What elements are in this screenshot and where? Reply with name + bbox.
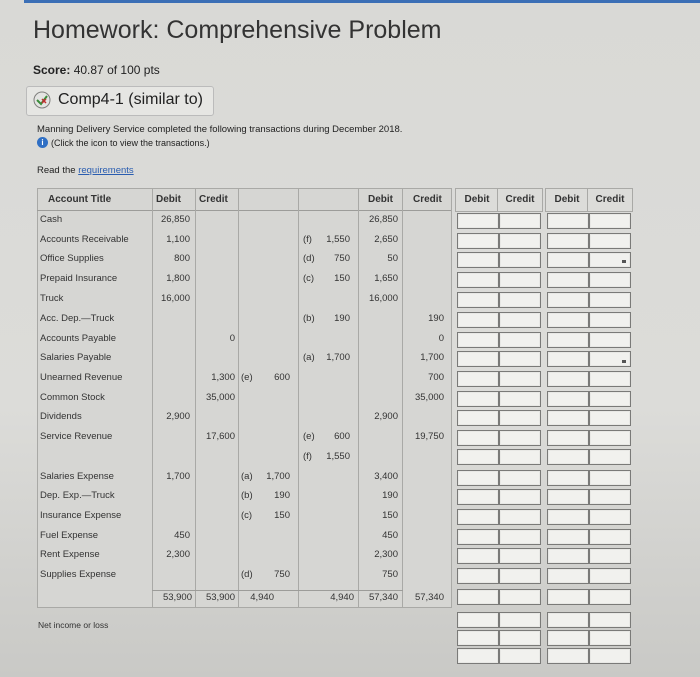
- unadj-debit: 26,850: [160, 214, 190, 225]
- adjusted-credit: 0: [438, 333, 444, 344]
- col-divider: [152, 188, 153, 607]
- net-income-input[interactable]: [457, 630, 499, 646]
- adj-debit-label: (a): [241, 471, 253, 482]
- answer-input[interactable]: [547, 391, 589, 407]
- answer-input[interactable]: [457, 529, 499, 545]
- answer-input[interactable]: [499, 548, 541, 564]
- adjusted-debit: 50: [387, 253, 398, 264]
- answer-input[interactable]: [547, 489, 589, 505]
- net-income-input[interactable]: [457, 648, 499, 664]
- adj-credit-amount: 190: [334, 313, 350, 324]
- adjusted-credit: 700: [428, 372, 444, 383]
- unadj-credit: 1,300: [211, 372, 235, 383]
- answer-input[interactable]: [547, 312, 589, 328]
- problem-statement: Manning Delivery Service completed the following transactions during December 2018.: [37, 124, 403, 135]
- answer-input[interactable]: [589, 548, 631, 564]
- total-unadj-debit: 53,900: [162, 592, 192, 603]
- adj-credit-label: (c): [303, 273, 315, 284]
- total-adj-credit: 4,940: [330, 592, 354, 603]
- unadj-debit: 2,300: [166, 549, 190, 560]
- unadj-credit: 35,000: [205, 392, 235, 403]
- account-title: Dep. Exp.—Truck: [40, 490, 115, 501]
- adjusted-debit: 3,400: [374, 471, 398, 482]
- answer-input[interactable]: [457, 449, 499, 465]
- answer-input[interactable]: [499, 332, 541, 348]
- unadj-debit: 800: [174, 253, 190, 264]
- account-title: Acc. Dep.—Truck: [40, 313, 115, 324]
- net-income-input[interactable]: [499, 648, 541, 664]
- top-accent-bar: [24, 0, 700, 3]
- adj-credit-label: (b): [303, 313, 315, 324]
- answer-input[interactable]: [499, 371, 541, 387]
- answer-input[interactable]: [457, 548, 499, 564]
- account-title: Supplies Expense: [40, 569, 117, 580]
- answer-input[interactable]: [547, 529, 589, 545]
- col-divider: [358, 188, 359, 607]
- adj-debit-amount: 190: [274, 490, 290, 501]
- adj-credit-label: (e): [303, 431, 315, 442]
- answer-input[interactable]: [499, 252, 541, 268]
- col-bs-credit: Credit: [587, 188, 633, 212]
- col-is-credit: Credit: [497, 188, 543, 212]
- answer-input[interactable]: [547, 292, 589, 308]
- net-income-label: Net income or loss: [38, 620, 109, 630]
- answer-input[interactable]: [499, 449, 541, 465]
- adj-debit-label: (d): [241, 569, 253, 580]
- account-title: Accounts Receivable: [40, 234, 129, 245]
- answer-input[interactable]: [457, 391, 499, 407]
- total-rule: [152, 590, 403, 591]
- answer-input[interactable]: [499, 391, 541, 407]
- adj-credit-label: (d): [303, 253, 315, 264]
- answer-input[interactable]: [457, 312, 499, 328]
- account-title: Salaries Expense: [40, 471, 114, 482]
- adj-credit-amount: 750: [334, 253, 350, 264]
- adjusted-credit: 19,750: [414, 431, 444, 442]
- account-title: Dividends: [40, 411, 82, 422]
- col-credit: Credit: [413, 194, 442, 205]
- answer-input[interactable]: [457, 292, 499, 308]
- answer-input[interactable]: [547, 548, 589, 564]
- transactions-hint[interactable]: (Click the icon to view the transactions.): [51, 138, 210, 148]
- net-income-input[interactable]: [499, 612, 541, 628]
- adj-credit-amount: 1,550: [326, 234, 350, 245]
- partial-credit-icon: [33, 91, 51, 109]
- answer-input[interactable]: [457, 233, 499, 249]
- answer-input[interactable]: [499, 292, 541, 308]
- answer-input[interactable]: [499, 410, 541, 426]
- adjusted-debit: 750: [382, 569, 398, 580]
- total-adjusted-credit: 57,340: [414, 592, 444, 603]
- adj-credit-label: (f): [303, 451, 312, 462]
- unadj-debit: 1,700: [166, 471, 190, 482]
- answer-input[interactable]: [589, 470, 631, 486]
- adj-debit-label: (e): [241, 372, 253, 383]
- adj-debit-label: (b): [241, 490, 253, 501]
- net-income-input[interactable]: [499, 630, 541, 646]
- adj-debit-amount: 150: [274, 510, 290, 521]
- answer-input[interactable]: [589, 371, 631, 387]
- unadj-debit: 450: [174, 530, 190, 541]
- unadj-debit: 1,100: [166, 234, 190, 245]
- unadj-debit: 16,000: [160, 293, 190, 304]
- adjusted-credit: 35,000: [414, 392, 444, 403]
- net-income-input[interactable]: [589, 648, 631, 664]
- net-income-input[interactable]: [547, 648, 589, 664]
- unadj-debit: 2,900: [166, 411, 190, 422]
- account-title: Common Stock: [40, 392, 105, 403]
- answer-input[interactable]: [457, 589, 499, 605]
- answer-input[interactable]: [499, 568, 541, 584]
- answer-input[interactable]: [589, 332, 631, 348]
- answer-input[interactable]: [457, 371, 499, 387]
- answer-input[interactable]: [547, 351, 589, 367]
- requirements-link[interactable]: requirements: [78, 165, 134, 176]
- answer-input[interactable]: [589, 589, 631, 605]
- score-label: Score:: [33, 63, 71, 77]
- account-title: Fuel Expense: [40, 530, 99, 541]
- adjusted-debit: 2,300: [374, 549, 398, 560]
- answer-input[interactable]: [547, 213, 589, 229]
- answer-input[interactable]: [589, 233, 631, 249]
- net-income-input[interactable]: [457, 612, 499, 628]
- adj-debit-amount: 1,700: [266, 471, 290, 482]
- col-debit: Debit: [156, 194, 181, 205]
- adj-debit-amount: 750: [274, 569, 290, 580]
- answer-input[interactable]: [457, 509, 499, 525]
- answer-input[interactable]: [589, 449, 631, 465]
- answer-input[interactable]: [457, 351, 499, 367]
- adjusted-credit: 190: [428, 313, 444, 324]
- net-income-input[interactable]: [547, 630, 589, 646]
- answer-input[interactable]: [589, 351, 631, 367]
- adjusted-debit: 1,650: [374, 273, 398, 284]
- score-value: 40.87 of 100 pts: [73, 63, 160, 77]
- total-adjusted-debit: 57,340: [368, 592, 398, 603]
- answer-input[interactable]: [547, 252, 589, 268]
- question-title: Comp4-1 (similar to): [58, 91, 203, 108]
- adjusted-debit: 26,850: [368, 214, 398, 225]
- account-title: Cash: [40, 214, 63, 225]
- info-icon[interactable]: i: [37, 137, 48, 148]
- answer-input[interactable]: [457, 430, 499, 446]
- header-divider: [37, 210, 451, 211]
- account-title: Accounts Payable: [40, 333, 117, 344]
- read-requirements: [37, 165, 134, 176]
- answer-input[interactable]: [499, 312, 541, 328]
- adjusted-debit: 2,650: [374, 234, 398, 245]
- account-title: Unearned Revenue: [40, 372, 123, 383]
- answer-input[interactable]: [457, 252, 499, 268]
- answer-input[interactable]: [499, 233, 541, 249]
- answer-input[interactable]: [499, 272, 541, 288]
- answer-input[interactable]: [547, 371, 589, 387]
- answer-input[interactable]: [547, 449, 589, 465]
- net-income-input[interactable]: [589, 612, 631, 628]
- unadj-debit: 1,800: [166, 273, 190, 284]
- col-divider: [298, 188, 299, 607]
- answer-input[interactable]: [547, 272, 589, 288]
- answer-input[interactable]: [589, 430, 631, 446]
- total-adj-debit: 4,940: [250, 592, 274, 603]
- unadj-credit: 17,600: [205, 431, 235, 442]
- account-title: Insurance Expense: [40, 510, 122, 521]
- adj-credit-amount: 1,700: [326, 352, 350, 363]
- answer-input[interactable]: [589, 410, 631, 426]
- answer-input[interactable]: [547, 233, 589, 249]
- read-prefix: Read the: [37, 165, 79, 176]
- answer-input[interactable]: [547, 410, 589, 426]
- adj-debit-amount: 600: [274, 372, 290, 383]
- adj-credit-label: (f): [303, 234, 312, 245]
- account-title: Salaries Payable: [40, 352, 112, 363]
- col-divider: [238, 188, 239, 607]
- answer-input[interactable]: [499, 213, 541, 229]
- adj-credit-label: (a): [303, 352, 315, 363]
- adjusted-debit: 16,000: [368, 293, 398, 304]
- net-income-input[interactable]: [589, 630, 631, 646]
- dropdown-arrow-icon[interactable]: [622, 360, 626, 363]
- answer-input[interactable]: [499, 430, 541, 446]
- adjusted-debit: 150: [382, 510, 398, 521]
- answer-input[interactable]: [589, 272, 631, 288]
- answer-input[interactable]: [547, 470, 589, 486]
- answer-input[interactable]: [499, 351, 541, 367]
- answer-input[interactable]: [589, 509, 631, 525]
- answer-input[interactable]: [589, 529, 631, 545]
- col-credit: Credit: [199, 194, 228, 205]
- adj-credit-amount: 1,550: [326, 451, 350, 462]
- answer-input[interactable]: [589, 292, 631, 308]
- answer-input[interactable]: [457, 410, 499, 426]
- answer-input[interactable]: [589, 568, 631, 584]
- dropdown-arrow-icon[interactable]: [622, 260, 626, 263]
- answer-input[interactable]: [547, 332, 589, 348]
- answer-input[interactable]: [547, 568, 589, 584]
- account-title: Truck: [40, 293, 64, 304]
- answer-input[interactable]: [547, 589, 589, 605]
- col-account-title: Account Title: [48, 194, 112, 205]
- answer-input[interactable]: [547, 509, 589, 525]
- answer-input[interactable]: [499, 529, 541, 545]
- account-title: Service Revenue: [40, 431, 113, 442]
- answer-input[interactable]: [499, 470, 541, 486]
- adjusted-debit: 450: [382, 530, 398, 541]
- account-title: Rent Expense: [40, 549, 100, 560]
- adjusted-debit: 2,900: [374, 411, 398, 422]
- unadj-credit: 0: [229, 333, 235, 344]
- answer-input[interactable]: [457, 489, 499, 505]
- account-title: Office Supplies: [40, 253, 104, 264]
- answer-input[interactable]: [457, 213, 499, 229]
- answer-input[interactable]: [589, 312, 631, 328]
- page-title: Homework: Comprehensive Problem: [33, 16, 442, 44]
- answer-input[interactable]: [589, 489, 631, 505]
- account-title: Prepaid Insurance: [40, 273, 118, 284]
- answer-input[interactable]: [499, 489, 541, 505]
- answer-input[interactable]: [499, 509, 541, 525]
- answer-input[interactable]: [457, 470, 499, 486]
- answer-input[interactable]: [457, 332, 499, 348]
- answer-input[interactable]: [457, 272, 499, 288]
- adj-debit-label: (c): [241, 510, 253, 521]
- answer-input[interactable]: [547, 430, 589, 446]
- col-bs-debit: Debit: [545, 188, 589, 212]
- answer-input[interactable]: [457, 568, 499, 584]
- col-is-debit: Debit: [455, 188, 499, 212]
- net-income-input[interactable]: [547, 612, 589, 628]
- score-text: [33, 63, 160, 77]
- answer-input[interactable]: [589, 391, 631, 407]
- answer-input[interactable]: [499, 589, 541, 605]
- adj-credit-amount: 600: [334, 431, 350, 442]
- adjusted-credit: 1,700: [420, 352, 444, 363]
- answer-input[interactable]: [589, 213, 631, 229]
- col-debit: Debit: [368, 194, 393, 205]
- adj-credit-amount: 150: [334, 273, 350, 284]
- adjusted-debit: 190: [382, 490, 398, 501]
- total-unadj-credit: 53,900: [205, 592, 235, 603]
